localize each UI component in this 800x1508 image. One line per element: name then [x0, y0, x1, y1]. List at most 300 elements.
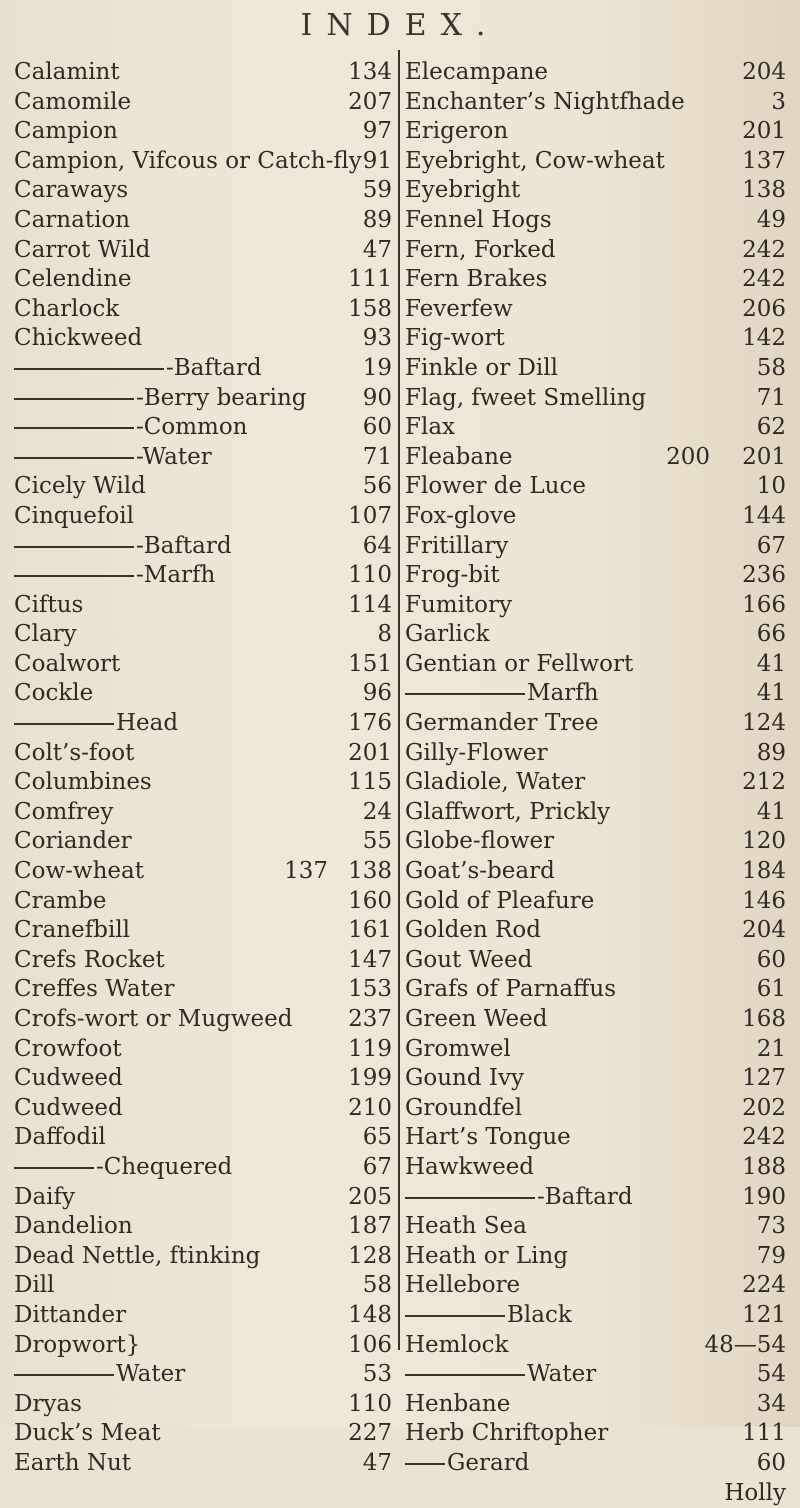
entry-page-number: 119: [348, 1035, 392, 1065]
entry-name: Enchanter’s Nightfhade: [405, 88, 685, 118]
entry-page-number: 55: [363, 827, 392, 857]
index-entry: [405, 827, 790, 857]
entry-name: -Baftard: [136, 532, 232, 562]
entry-page-number: 58: [363, 1271, 392, 1301]
index-entry: [405, 1183, 790, 1213]
entry-extra-page: 137: [284, 857, 328, 887]
index-entry: [405, 1390, 790, 1420]
index-entry: [14, 975, 392, 1005]
index-entry: [405, 265, 790, 295]
entry-name: Cockle: [14, 679, 93, 709]
entry-page-number: 161: [348, 916, 392, 946]
entry-name: Carrot Wild: [14, 236, 150, 266]
entry-page-number: 110: [348, 1390, 392, 1420]
ditto-dash: [405, 1197, 535, 1199]
ditto-dash: [14, 398, 134, 400]
entry-name: Fritillary: [405, 532, 508, 562]
entry-name: Henbane: [405, 1390, 510, 1420]
index-entry: [405, 176, 790, 206]
entry-page-number: 124: [742, 709, 786, 739]
entry-page-number: 79: [757, 1242, 786, 1272]
entry-name: Heath or Ling: [405, 1242, 568, 1272]
entry-name: Flax: [405, 413, 455, 443]
entry-name: Dandelion: [14, 1212, 133, 1242]
index-entry: [405, 1212, 790, 1242]
entry-name: Hemlock: [405, 1331, 509, 1361]
entry-page-number: 138: [348, 857, 392, 887]
entry-page-number: 204: [742, 58, 786, 88]
entry-name: Fox-glove: [405, 502, 516, 532]
entry-page-number: 3: [771, 88, 786, 118]
entry-page-number: 187: [348, 1212, 392, 1242]
index-entry: [405, 591, 790, 621]
ditto-dash: [405, 1463, 445, 1465]
entry-page-number: 91: [363, 147, 392, 177]
index-entry: [14, 295, 392, 325]
entry-name: -Common: [136, 413, 248, 443]
entry-name: Herb Chriftopher: [405, 1419, 608, 1449]
entry-name: Crofs-wort or Mugweed: [14, 1005, 292, 1035]
entry-page-number: 242: [742, 236, 786, 266]
ditto-dash: [14, 723, 114, 725]
entry-page-number: 146: [742, 887, 786, 917]
index-entry: [14, 1390, 392, 1420]
index-entry: [405, 58, 790, 88]
index-entry: [14, 1331, 392, 1361]
index-entry: [14, 1094, 392, 1124]
entry-page-number: 110: [348, 561, 392, 591]
index-entry: [405, 768, 790, 798]
entry-name: Germander Tree: [405, 709, 599, 739]
entry-page-number: 8: [377, 620, 392, 650]
index-entry: [14, 827, 392, 857]
entry-name: Clary: [14, 620, 77, 650]
entry-page-number: 54: [757, 1360, 786, 1390]
entry-page-number: 61: [757, 975, 786, 1005]
entry-name: Daffodil: [14, 1123, 106, 1153]
entry-page-number: 62: [757, 413, 786, 443]
index-entry: [405, 1331, 790, 1361]
entry-page-number: 58: [757, 354, 786, 384]
index-entry: [14, 798, 392, 828]
entry-name: Camomile: [14, 88, 131, 118]
index-entry: [405, 1094, 790, 1124]
entry-name: Hart’s Tongue: [405, 1123, 571, 1153]
entry-name: Dead Nettle, ftinking: [14, 1242, 260, 1272]
entry-name: Fig-wort: [405, 324, 505, 354]
entry-page-number: 66: [757, 620, 786, 650]
index-entry: [405, 975, 790, 1005]
entry-page-number: 190: [742, 1183, 786, 1213]
entry-page-number: 64: [363, 532, 392, 562]
entry-name: Golden Rod: [405, 916, 541, 946]
ditto-dash: [14, 1167, 94, 1169]
entry-page-number: 93: [363, 324, 392, 354]
entry-page-number: 111: [348, 265, 392, 295]
entry-name: Campion, Vifcous or Catch-fly: [14, 147, 362, 177]
entry-page-number: 115: [348, 768, 392, 798]
entry-name: -Berry bearing: [136, 384, 307, 414]
entry-page-number: Holly: [724, 1479, 786, 1508]
entry-page-number: 242: [742, 1123, 786, 1153]
index-entry: [14, 1035, 392, 1065]
index-entry: [14, 354, 392, 384]
entry-name: Cranefbill: [14, 916, 130, 946]
entry-name: -Chequered: [96, 1153, 232, 1183]
entry-page-number: 21: [757, 1035, 786, 1065]
entry-name: Fern Brakes: [405, 265, 547, 295]
entry-page-number: 142: [742, 324, 786, 354]
index-entry: [14, 147, 392, 177]
index-entry: [14, 768, 392, 798]
entry-page-number: 34: [757, 1390, 786, 1420]
index-entry: [14, 1153, 392, 1183]
index-entry: [405, 1449, 790, 1479]
index-entry: [405, 709, 790, 739]
entry-name: Coriander: [14, 827, 132, 857]
entry-name: Crefs Rocket: [14, 946, 165, 976]
ditto-dash: [14, 427, 134, 429]
index-entry: [405, 1035, 790, 1065]
entry-name: Earth Nut: [14, 1449, 131, 1479]
index-entry: [405, 532, 790, 562]
index-entry: [14, 88, 392, 118]
index-entry: [405, 1005, 790, 1035]
entry-name: Fern, Forked: [405, 236, 556, 266]
index-entry: [14, 1360, 392, 1390]
index-entry: [14, 650, 392, 680]
ditto-dash: [14, 368, 164, 370]
index-entry: [405, 384, 790, 414]
entry-name: Frog-bit: [405, 561, 500, 591]
index-entry: [14, 591, 392, 621]
index-entry: [405, 946, 790, 976]
entry-name: -Marfh: [136, 561, 215, 591]
index-entry: [405, 443, 790, 473]
entry-page-number: 134: [348, 58, 392, 88]
entry-name: Eyebright: [405, 176, 520, 206]
index-entry: [405, 857, 790, 887]
entry-page-number: 106: [348, 1331, 392, 1361]
column-divider: [398, 50, 400, 1350]
index-entry: [14, 1419, 392, 1449]
entry-name: -Baftard: [537, 1183, 633, 1213]
entry-page-number: 41: [757, 798, 786, 828]
index-entry: [14, 265, 392, 295]
index-entry: [14, 502, 392, 532]
entry-name: Erigeron: [405, 117, 508, 147]
entry-page-number: 71: [363, 443, 392, 473]
entry-name: Water: [116, 1360, 185, 1390]
entry-page-number: 147: [348, 946, 392, 976]
entry-page-number: 127: [742, 1064, 786, 1094]
entry-page-number: 199: [348, 1064, 392, 1094]
index-entry: [405, 679, 790, 709]
entry-page-number: 204: [742, 916, 786, 946]
entry-name: Feverfew: [405, 295, 513, 325]
index-entry: [14, 117, 392, 147]
entry-name: Gound Ivy: [405, 1064, 524, 1094]
index-entry: [405, 1479, 790, 1508]
index-entry: [405, 887, 790, 917]
entry-page-number: 168: [742, 1005, 786, 1035]
entry-name: Colt’s-foot: [14, 739, 134, 769]
entry-name: Dropwort}: [14, 1331, 140, 1361]
entry-name: Grafs of Parnaffus: [405, 975, 616, 1005]
entry-page-number: 158: [348, 295, 392, 325]
entry-page-number: 90: [363, 384, 392, 414]
entry-name: Glaffwort, Prickly: [405, 798, 610, 828]
entry-name: Marfh: [527, 679, 599, 709]
entry-name: Cicely Wild: [14, 472, 146, 502]
entry-page-number: 148: [348, 1301, 392, 1331]
entry-name: Elecampane: [405, 58, 548, 88]
entry-name: Daify: [14, 1183, 75, 1213]
entry-page-number: 49: [757, 206, 786, 236]
index-entry: [14, 206, 392, 236]
entry-page-number: 207: [348, 88, 392, 118]
index-entry: [405, 1301, 790, 1331]
index-entry: [405, 147, 790, 177]
entry-page-number: 201: [348, 739, 392, 769]
entry-page-number: 210: [348, 1094, 392, 1124]
entry-page-number: 176: [348, 709, 392, 739]
entry-name: Campion: [14, 117, 118, 147]
entry-page-number: 89: [363, 206, 392, 236]
index-entry: [405, 295, 790, 325]
ditto-dash: [14, 457, 134, 459]
index-entry: [14, 887, 392, 917]
entry-page-number: 201: [742, 443, 786, 473]
entry-name: Flower de Luce: [405, 472, 586, 502]
entry-name: Charlock: [14, 295, 119, 325]
index-entry: [14, 472, 392, 502]
entry-page-number: 96: [363, 679, 392, 709]
entry-page-number: 89: [757, 739, 786, 769]
entry-name: Fennel Hogs: [405, 206, 552, 236]
index-entry: [405, 236, 790, 266]
entry-page-number: 47: [363, 1449, 392, 1479]
entry-page-number: 153: [348, 975, 392, 1005]
entry-page-number: 67: [757, 532, 786, 562]
entry-page-number: 73: [757, 1212, 786, 1242]
entry-name: Water: [527, 1360, 596, 1390]
entry-page-number: 227: [348, 1419, 392, 1449]
entry-name: Cudweed: [14, 1094, 123, 1124]
entry-page-number: 60: [363, 413, 392, 443]
entry-name: Cinquefoil: [14, 502, 134, 532]
index-entry: [14, 561, 392, 591]
index-entry: [405, 1123, 790, 1153]
index-entry: [14, 679, 392, 709]
index-entry: [14, 1183, 392, 1213]
entry-name: Gold of Pleafure: [405, 887, 594, 917]
index-entry: [14, 1005, 392, 1035]
entry-page-number: 144: [742, 502, 786, 532]
ditto-dash: [405, 1374, 525, 1376]
index-entry: [405, 472, 790, 502]
left-column: [14, 58, 392, 1479]
index-entry: [405, 620, 790, 650]
entry-page-number: 71: [757, 384, 786, 414]
entry-name: Dryas: [14, 1390, 82, 1420]
entry-name: Eyebright, Cow-wheat: [405, 147, 665, 177]
entry-page-number: 10: [757, 472, 786, 502]
entry-page-number: 224: [742, 1271, 786, 1301]
entry-name: Dill: [14, 1271, 55, 1301]
index-entry: [405, 502, 790, 532]
entry-page-number: 67: [363, 1153, 392, 1183]
index-entry: [405, 650, 790, 680]
entry-page-number: 53: [363, 1360, 392, 1390]
entry-page-number: 166: [742, 591, 786, 621]
index-entry: [14, 1301, 392, 1331]
index-entry: [14, 236, 392, 266]
index-entry: [14, 709, 392, 739]
entry-name: Goat’s-beard: [405, 857, 555, 887]
entry-name: Globe-flower: [405, 827, 554, 857]
index-entry: [405, 1242, 790, 1272]
entry-name: Gladiole, Water: [405, 768, 585, 798]
entry-name: -Baftard: [166, 354, 262, 384]
entry-page-number: 107: [348, 502, 392, 532]
ditto-dash: [14, 546, 134, 548]
entry-name: Hawkweed: [405, 1153, 534, 1183]
index-entry: [405, 324, 790, 354]
entry-page-number: 41: [757, 650, 786, 680]
entry-page-number: 160: [348, 887, 392, 917]
index-entry: [405, 739, 790, 769]
entry-name: Fleabane: [405, 443, 513, 473]
entry-page-number: 56: [363, 472, 392, 502]
index-entry: [14, 176, 392, 206]
entry-page-number: 121: [742, 1301, 786, 1331]
entry-page-number: 24: [363, 798, 392, 828]
entry-name: Finkle or Dill: [405, 354, 558, 384]
entry-name: Ciftus: [14, 591, 83, 621]
entry-page-number: 19: [363, 354, 392, 384]
entry-name: Coalwort: [14, 650, 120, 680]
entry-name: Calamint: [14, 58, 120, 88]
entry-page-number: 60: [757, 1449, 786, 1479]
entry-name: Green Weed: [405, 1005, 547, 1035]
entry-name: Celendine: [14, 265, 132, 295]
index-entry: [14, 1271, 392, 1301]
entry-page-number: 41: [757, 679, 786, 709]
entry-name: Gilly-Flower: [405, 739, 548, 769]
index-entry: [14, 1123, 392, 1153]
entry-page-number: 111: [742, 1419, 786, 1449]
entry-page-number: 151: [348, 650, 392, 680]
index-entry: [405, 1360, 790, 1390]
entry-page-number: 184: [742, 857, 786, 887]
entry-name: Carnation: [14, 206, 130, 236]
entry-page-number: 138: [742, 176, 786, 206]
index-entry: [405, 1153, 790, 1183]
entry-name: Fumitory: [405, 591, 512, 621]
ditto-dash: [405, 693, 525, 695]
entry-name: Creffes Water: [14, 975, 174, 1005]
index-entry: [14, 532, 392, 562]
index-entry: [14, 324, 392, 354]
entry-page-number: 237: [348, 1005, 392, 1035]
index-entry: [14, 857, 392, 887]
ditto-dash: [14, 575, 134, 577]
entry-name: Duck’s Meat: [14, 1419, 161, 1449]
entry-page-number: 97: [363, 117, 392, 147]
index-entry: [14, 916, 392, 946]
index-entry: [14, 620, 392, 650]
entry-page-number: 206: [742, 295, 786, 325]
entry-name: Black: [507, 1301, 572, 1331]
entry-name: Hellebore: [405, 1271, 520, 1301]
index-entry: [405, 1419, 790, 1449]
index-entry: [405, 88, 790, 118]
index-entry: [14, 384, 392, 414]
page-header: INDEX.: [0, 8, 800, 43]
index-entry: [405, 798, 790, 828]
index-entry: [405, 1064, 790, 1094]
entry-page-number: 65: [363, 1123, 392, 1153]
entry-page-number: 236: [742, 561, 786, 591]
entry-page-number: 120: [742, 827, 786, 857]
index-entry: [405, 413, 790, 443]
entry-name: Columbines: [14, 768, 152, 798]
index-entry: [14, 413, 392, 443]
entry-name: Crambe: [14, 887, 106, 917]
entry-page-number: 59: [363, 176, 392, 206]
entry-name: -Water: [136, 443, 212, 473]
entry-page-number: 205: [348, 1183, 392, 1213]
index-entry: [14, 58, 392, 88]
index-entry: [14, 1064, 392, 1094]
entry-page-number: 212: [742, 768, 786, 798]
entry-page-number: 114: [348, 591, 392, 621]
entry-page-number: 188: [742, 1153, 786, 1183]
index-entry: [14, 1449, 392, 1479]
entry-page-number: 48—54: [704, 1331, 786, 1361]
entry-name: Garlick: [405, 620, 490, 650]
index-entry: [405, 354, 790, 384]
entry-page-number: 60: [757, 946, 786, 976]
index-entry: [405, 561, 790, 591]
entry-extra-page: 200: [666, 443, 710, 473]
entry-page-number: 47: [363, 236, 392, 266]
entry-page-number: 202: [742, 1094, 786, 1124]
entry-name: Cudweed: [14, 1064, 123, 1094]
entry-page-number: 242: [742, 265, 786, 295]
index-entry: [14, 946, 392, 976]
entry-name: Dittander: [14, 1301, 126, 1331]
entry-name: Gout Weed: [405, 946, 532, 976]
entry-name: Head: [116, 709, 178, 739]
index-entry: [14, 443, 392, 473]
entry-name: Cow-wheat: [14, 857, 144, 887]
index-entry: [405, 117, 790, 147]
entry-page-number: 201: [742, 117, 786, 147]
index-entry: [14, 1212, 392, 1242]
entry-name: Groundfel: [405, 1094, 522, 1124]
ditto-dash: [14, 1374, 114, 1376]
index-entry: [405, 206, 790, 236]
entry-name: Comfrey: [14, 798, 113, 828]
ditto-dash: [405, 1315, 505, 1317]
entry-name: Chickweed: [14, 324, 142, 354]
entry-name: Flag, fweet Smelling: [405, 384, 646, 414]
entry-name: Gerard: [447, 1449, 529, 1479]
index-entry: [405, 916, 790, 946]
entry-name: Crowfoot: [14, 1035, 122, 1065]
